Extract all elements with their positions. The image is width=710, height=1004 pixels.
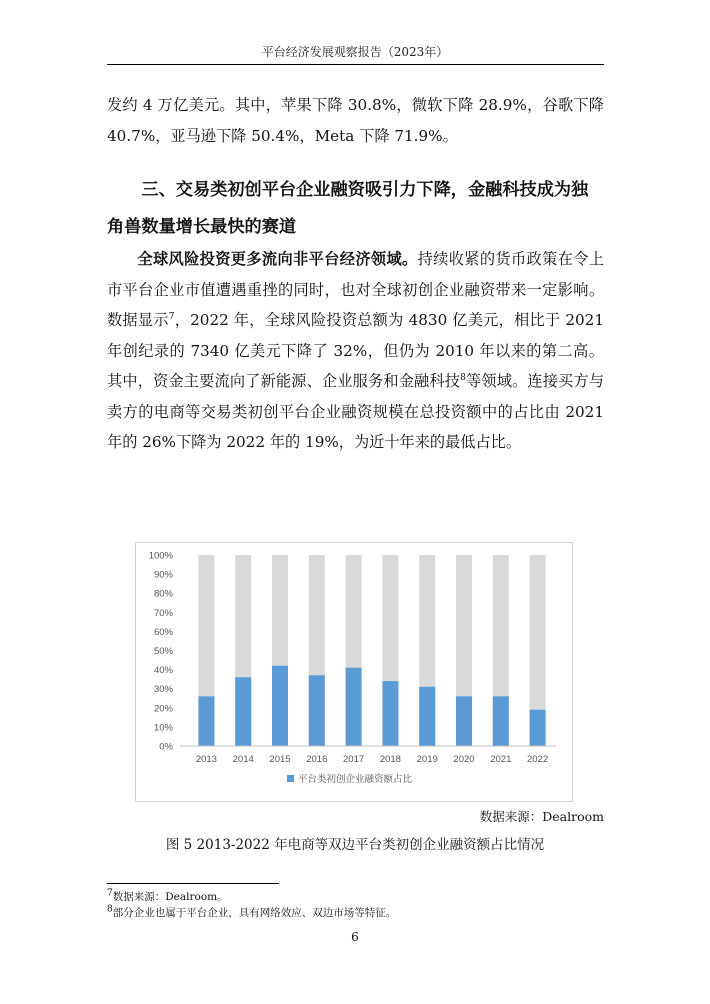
x-tick-label: 2020 <box>453 754 475 765</box>
x-tick-label: 2022 <box>527 754 549 765</box>
x-tick-label: 2019 <box>416 754 438 765</box>
page-number: 6 <box>351 930 359 944</box>
paragraph-2-lead: 全球风险投资更多流向非平台经济领域。 <box>137 250 418 268</box>
footnote-rule <box>107 883 279 884</box>
y-tick-label: 90% <box>153 569 173 581</box>
footnote-8 <box>107 905 396 920</box>
page-header: 平台经济发展观察报告（2023年） <box>261 45 449 59</box>
footnote-mark: 8 <box>107 904 113 915</box>
bar-2020 <box>456 696 472 746</box>
y-tick-label: 10% <box>153 722 173 734</box>
bar-2016 <box>309 675 325 746</box>
footnote-7 <box>107 889 228 904</box>
bar-2015 <box>272 666 288 746</box>
bar-2013 <box>198 696 214 746</box>
y-tick-label: 40% <box>153 665 173 677</box>
y-tick-label: 20% <box>153 703 173 715</box>
header-rule <box>107 64 604 65</box>
x-tick-label: 2015 <box>269 754 291 765</box>
section-heading: 三、交易类初创平台企业融资吸引力下降，金融科技成为独角兽数量增长最快的赛道 <box>107 180 589 237</box>
footnote-mark: 7 <box>107 888 113 899</box>
figure-caption: 图 5 2013-2022 年电商等双边平台类初创企业融资额占比情况 <box>165 837 545 853</box>
paragraph-1: 发约 4 万亿美元。其中，苹果下降 30.8%，微软下降 28.9%，谷歌下降 40.7%，亚马逊下降 50.4%，Meta 下降 71.9%。 <box>107 96 604 145</box>
bar-2017 <box>346 668 362 746</box>
footnote-ref-8[interactable]: 8 <box>460 372 466 383</box>
paragraph-2-text-a: 持续收紧的货币政策在令上市平台企业市值遭遇重挫的同时，也对全球初创企业融资带来一定影响。数据显示 <box>107 250 605 329</box>
y-tick-label: 30% <box>153 684 173 696</box>
x-tick-label: 2021 <box>490 754 512 765</box>
legend-label: 平台类初创企业融资额占比 <box>298 774 413 785</box>
paragraph-2-text-b: ，2022 年，全球风险投资总额为 4830 亿美元，相比于 2021 年创纪录的 7340 亿美元下降了 32%，但仍为 2010 年以来的第二高。其中，资金主要流向了新能源、企业服务和金融科技 <box>107 311 605 390</box>
footnote-ref-7[interactable]: 7 <box>168 311 175 322</box>
footnote-text: 部分企业也属于平台企业，具有网络效应、双边市场等特征。 <box>112 907 397 919</box>
y-tick-label: 60% <box>153 626 173 638</box>
y-tick-label: 0% <box>159 741 173 753</box>
x-tick-label: 2016 <box>306 754 328 765</box>
x-tick-label: 2014 <box>232 754 254 765</box>
y-tick-label: 50% <box>153 646 173 657</box>
y-tick-label: 80% <box>153 588 173 600</box>
x-tick-label: 2018 <box>379 754 401 765</box>
chart-container <box>135 542 573 802</box>
bar-2022 <box>530 710 546 746</box>
legend-swatch <box>287 775 294 782</box>
bar-2021 <box>493 696 509 746</box>
x-tick-label: 2017 <box>343 754 365 765</box>
footnote-text: 数据来源：Dealroom。 <box>112 891 228 903</box>
y-tick-label: 100% <box>148 550 173 562</box>
bar-2019 <box>419 687 435 746</box>
data-source: 数据来源：Dealroom <box>479 809 604 824</box>
y-tick-label: 70% <box>153 607 173 619</box>
paragraph-2-text-c: 等领域。连接买方与卖方的电商等交易类初创平台企业融资规模在总投资额中的占比由 2021 年的 26%下降为 2022 年的 19%，为近十年来的最低占比。 <box>107 372 605 451</box>
x-tick-label: 2013 <box>195 754 217 765</box>
bar-chart <box>136 543 572 801</box>
bar-2014 <box>235 677 251 746</box>
paragraph-2 <box>107 244 604 458</box>
bar-2018 <box>382 681 398 746</box>
